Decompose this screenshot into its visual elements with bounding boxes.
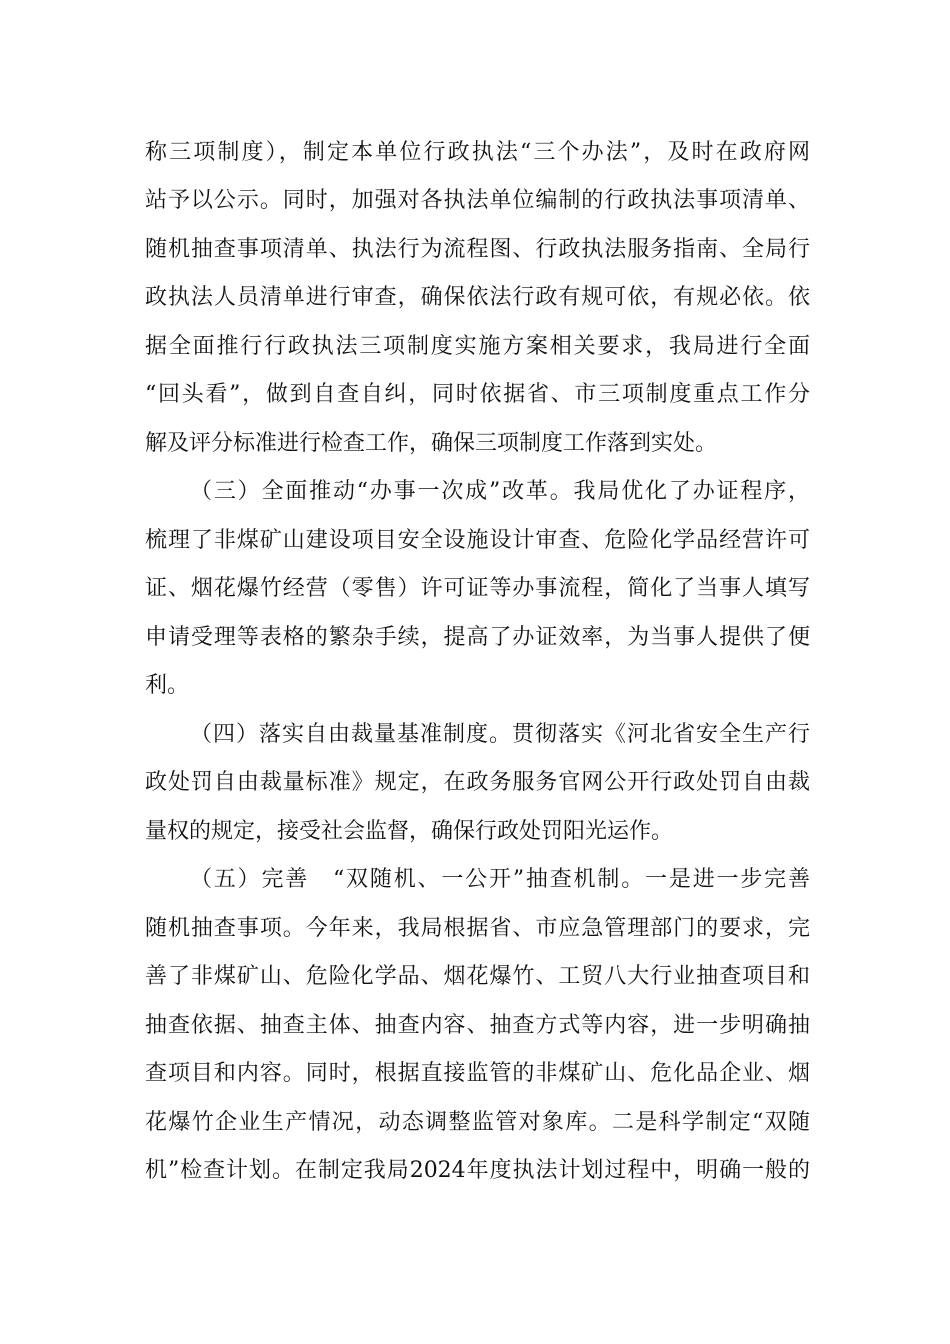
text-line: 政处罚自由裁量标准》规定，在政务服务官网公开行政处罚自由裁 — [145, 770, 810, 795]
text-line: 证、烟花爆竹经营（零售）许可证等办事流程，简化了当事人填写 — [145, 576, 810, 601]
text-line: 花爆竹企业生产情况，动态调整监管对象库。二是科学制定“双随 — [145, 1110, 810, 1135]
text-line: 查项目和内容。同时，根据直接监管的非煤矿山、危化品企业、烟 — [145, 1061, 810, 1086]
text-line: 利。 — [145, 673, 190, 698]
text-line: 称三项制度），制定本单位行政执法“三个办法”，及时在政府网 — [145, 140, 810, 165]
text-line: 解及评分标准进行检查工作，确保三项制度工作落到实处。 — [145, 431, 718, 456]
section-heading-line: （五）完善 “双随机、一公开”抽查机制。一是进一步完善 — [190, 867, 810, 892]
text-line: 据全面推行行政执法三项制度实施方案相关要求，我局进行全面 — [145, 334, 810, 359]
text-line: 申请受理等表格的繁杂手续，提高了办证效率，为当事人提供了便 — [145, 625, 810, 650]
text-line: 善了非煤矿山、危险化学品、烟花爆竹、工贸八大行业抽查项目和 — [145, 964, 810, 989]
text-line: 政执法人员清单进行审查，确保依法行政有规可依，有规必依。依 — [145, 285, 810, 310]
text-line: 梳理了非煤矿山建设项目安全设施设计审查、危险化学品经营许可 — [145, 528, 810, 553]
section-heading-line: （四）落实自由裁量基准制度。贯彻落实《河北省安全生产行 — [190, 722, 810, 747]
section-heading-line: （三）全面推动“办事一次成”改革。我局优化了办证程序， — [190, 479, 810, 504]
text-line: 机”检查计划。在制定我局2024年度执法计划过程中，明确一般的 — [145, 1158, 810, 1183]
text-line: “回头看”，做到自查自纠，同时依据省、市三项制度重点工作分 — [145, 382, 810, 407]
text-line: 随机抽查事项清单、执法行为流程图、行政执法服务指南、全局行 — [145, 237, 810, 262]
text-line: 抽查依据、抽查主体、抽查内容、抽查方式等内容，进一步明确抽 — [145, 1013, 810, 1038]
text-line: 量权的规定，接受社会监督，确保行政处罚阳光运作。 — [145, 819, 674, 844]
text-line: 站予以公示。同时，加强对各执法单位编制的行政执法事项清单、 — [145, 188, 810, 213]
text-line: 随机抽查事项。今年来，我局根据省、市应急管理部门的要求，完 — [145, 916, 810, 941]
